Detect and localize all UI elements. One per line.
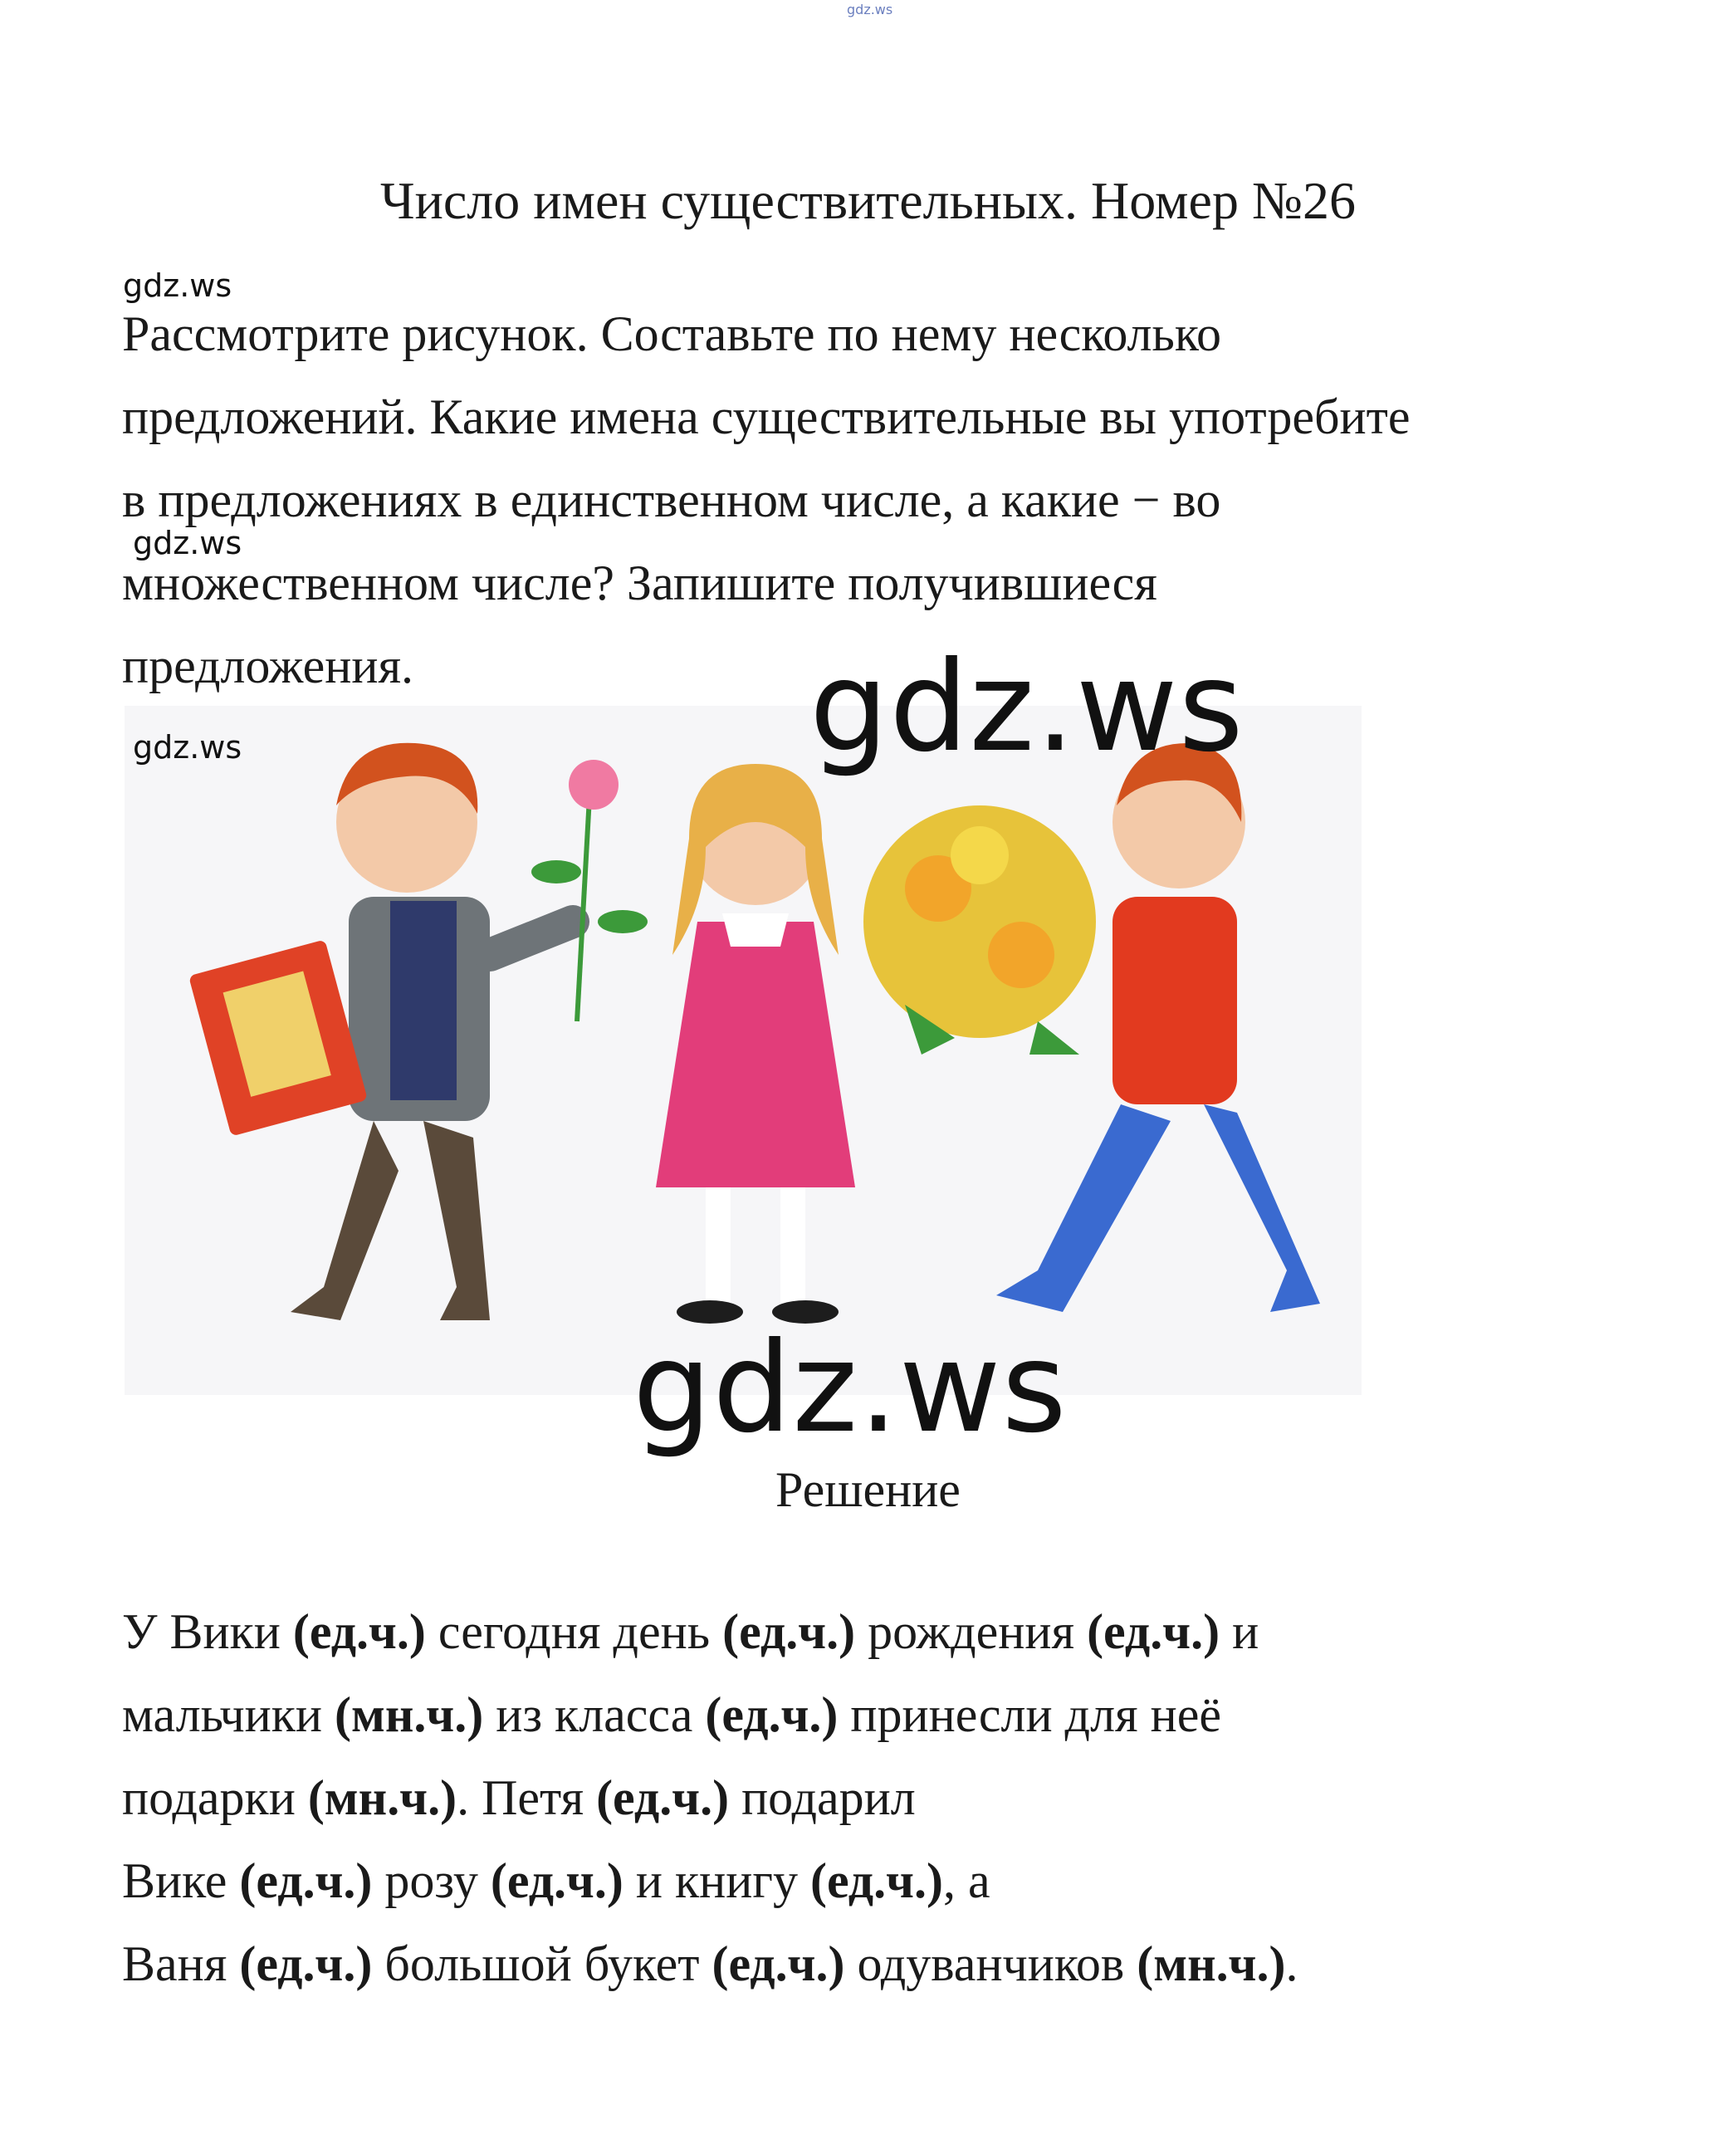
number-mark: (мн.ч.) — [307, 1770, 457, 1825]
number-mark: (ед.ч.) — [239, 1853, 373, 1908]
task-line: множественном числе? Запишите получившиеся — [122, 556, 1157, 610]
answer-line — [122, 1922, 1658, 2005]
number-mark: (ед.ч.) — [596, 1770, 730, 1825]
answer-line — [122, 1756, 1658, 1839]
answer-text-segment: Ваня — [122, 1936, 240, 1991]
answer-text-segment: . — [1285, 1936, 1298, 1991]
answer-text-segment: одуванчиков — [844, 1936, 1137, 1991]
number-mark: (ед.ч.) — [292, 1604, 426, 1659]
number-mark: (мн.ч.) — [335, 1687, 484, 1742]
answer-text-segment: У Вики — [122, 1604, 293, 1659]
answer-text-segment: мальчики — [122, 1687, 335, 1742]
answer-text-segment: Вике — [122, 1853, 240, 1908]
answer-line — [122, 1839, 1658, 1922]
number-mark: (ед.ч.) — [712, 1936, 845, 1991]
number-mark: (ед.ч.) — [809, 1853, 943, 1908]
number-mark: (ед.ч.) — [722, 1604, 856, 1659]
number-mark: (ед.ч.) — [705, 1687, 839, 1742]
illustration — [125, 706, 1362, 1395]
answer-text-segment: розу — [372, 1853, 491, 1908]
answer-text-segment: подарил — [729, 1770, 916, 1825]
number-mark: (ед.ч.) — [239, 1936, 373, 1991]
girl-in-pink-dress — [656, 764, 855, 1324]
watermark-big-1: gdz.ws — [809, 635, 1245, 780]
boy-with-book-and-rose — [188, 743, 648, 1320]
solution-heading: Решение — [775, 1462, 961, 1517]
answer-text — [122, 1590, 1658, 2005]
task-line: предложений. Какие имена существительные вы употребите — [122, 389, 1411, 444]
page-title: Число имен существительных. Номер №26 — [380, 171, 1356, 230]
answer-text-segment: из класса — [483, 1687, 706, 1742]
answer-text-segment: , а — [942, 1853, 990, 1908]
answer-text-segment: и — [1220, 1604, 1259, 1659]
number-mark: (мн.ч.) — [1137, 1936, 1286, 1991]
answer-text-segment: . Петя — [457, 1770, 597, 1825]
task-line: в предложениях в единственном числе, а какие − во — [122, 472, 1221, 527]
answer-text-segment: принесли для неё — [838, 1687, 1221, 1742]
answer-line — [122, 1673, 1658, 1756]
task-line: Рассмотрите рисунок. Составьте по нему несколько — [122, 306, 1221, 361]
task-line: предложения. — [122, 639, 414, 693]
boy-with-dandelion-bouquet — [863, 743, 1320, 1312]
answer-text-segment: и книгу — [623, 1853, 810, 1908]
watermark-left-1: gdz.ws — [123, 267, 232, 304]
number-mark: (ед.ч.) — [490, 1853, 623, 1908]
watermark-big-2: gdz.ws — [633, 1316, 1068, 1461]
answer-text-segment: сегодня день — [425, 1604, 723, 1659]
answer-text-segment: большой букет — [372, 1936, 712, 1991]
answer-text-segment: рождения — [855, 1604, 1088, 1659]
watermark-top: gdz.ws — [847, 2, 893, 17]
answer-text-segment: подарки — [122, 1770, 308, 1825]
watermark-left-3: gdz.ws — [133, 729, 242, 766]
answer-line — [122, 1590, 1658, 1673]
watermark-left-2: gdz.ws — [133, 525, 242, 561]
number-mark: (ед.ч.) — [1087, 1604, 1220, 1659]
